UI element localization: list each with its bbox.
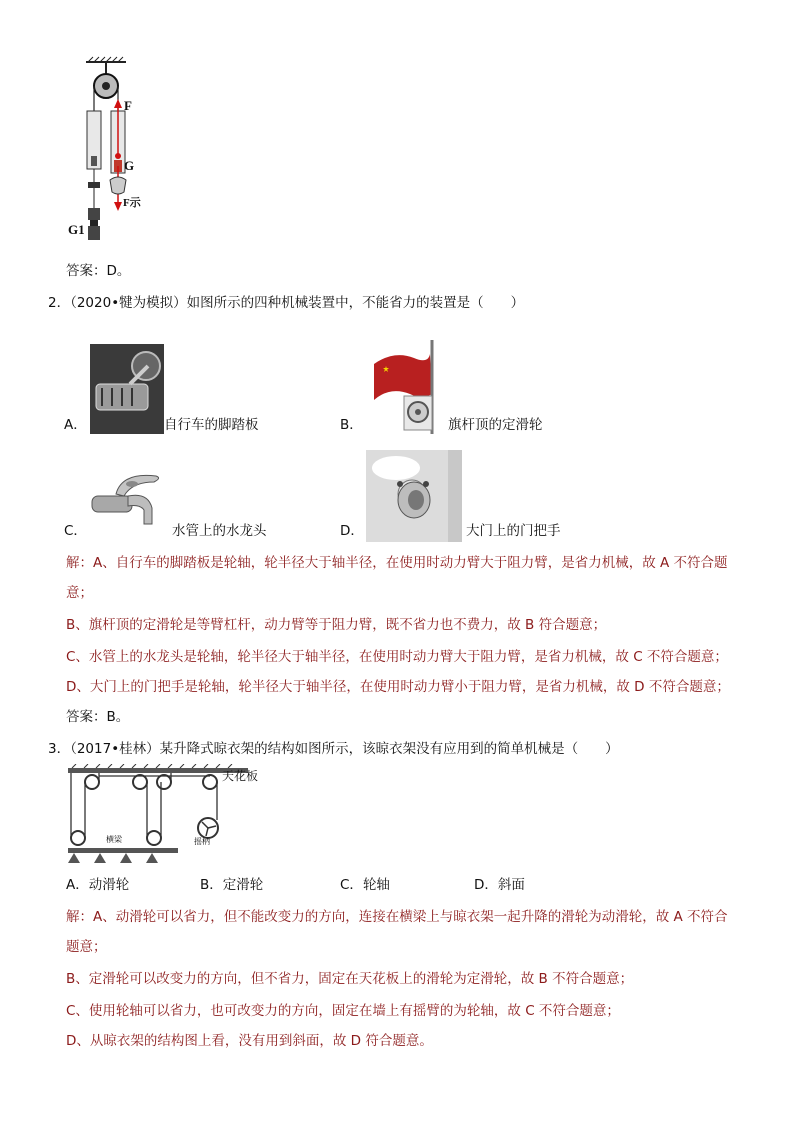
option-letter: A． [64,417,87,433]
q1-pulley-figure [66,56,156,248]
flagpole-pulley-image [368,334,448,434]
q3-solution-line: C、使用轮轴可以省力，也可改变力的方向，固定在墙上有摇臂的为轮轴，故 C 不符合题意； [66,1003,620,1019]
option-text: 动滑轮 [88,877,130,893]
label-F-show: F示 [123,197,141,209]
q2-solution-line: 意； [66,585,93,601]
label-crank: 摇柄 [194,837,210,846]
q2-solution-line: B、旗杆顶的定滑轮是等臂杠杆，动力臂等于阻力臂，既不省力也不费力，故 B 符合题意； [66,617,607,633]
q2-option-a [64,344,324,434]
water-faucet-image [88,466,172,536]
option-caption: 自行车的脚踏板 [164,417,259,433]
option-text: 轮轴 [362,877,390,893]
option-caption: 旗杆顶的定滑轮 [448,417,543,433]
label-G1: G1 [68,222,85,237]
label-F: F [124,98,132,113]
option-caption: 大门上的门把手 [466,523,561,539]
option-letter: A． [66,877,89,893]
option-text: 斜面 [497,877,525,893]
option-letter: C． [64,523,87,539]
q2-solution-line: D、大门上的门把手是轮轴，轮半径大于轴半径，在使用时动力臂小于阻力臂，是省力机械，故 D 不符合题意； [66,679,730,695]
q3-solution-line: B、定滑轮可以改变力的方向，但不省力，固定在天花板上的滑轮为定滑轮，故 B 不符合题意； [66,971,634,987]
q3-option-a [66,876,129,894]
q2-stem: 2．（2020•犍为模拟）如图所示的四种机械装置中，不能省力的装置是（ ） [48,295,525,311]
option-letter: B． [200,877,223,893]
label-beam: 横梁 [106,835,122,844]
pulley-diagram [66,56,156,248]
q1-answer: 答案：D。 [66,263,131,279]
q3-solution-line: 解：A、动滑轮可以省力，但不能改变力的方向，连接在横梁上与晾衣架一起升降的滑轮为动滑轮，故 A 不符合 [66,909,728,925]
bicycle-pedal-image [90,344,164,434]
option-letter: D． [474,877,498,893]
q3-stem: 3．（2017•桂林）某升降式晾衣架的结构如图所示，该晾衣架没有应用到的简单机械是（ ） [48,741,619,757]
q2-option-b [340,334,580,434]
q3-solution-line: D、从晾衣架的结构图上看，没有用到斜面，故 D 符合题意。 [66,1033,433,1049]
q3-option-b [200,876,263,894]
q3-option-c [340,876,390,894]
q2-option-c [64,466,324,544]
q2-solution-line: C、水管上的水龙头是轮轴，轮半径大于轴半径，在使用时动力臂大于阻力臂，是省力机械，故 C 不符合题意； [66,649,728,665]
q3-solution-line: 题意； [66,939,107,955]
option-letter: D． [340,523,364,539]
label-G: G [124,158,135,173]
option-text: 定滑轮 [222,877,264,893]
q3-clothes-rack-figure [66,764,266,868]
q3-option-d [474,876,525,894]
label-ceiling: 天花板 [222,769,259,783]
option-letter: C． [340,877,363,893]
door-handle-image [366,450,462,542]
option-letter: B． [340,417,363,433]
q2-solution-line: 解：A、自行车的脚踏板是轮轴，轮半径大于轴半径，在使用时动力臂大于阻力臂，是省力机械，故 A 不符合题 [66,555,728,571]
q2-option-d [340,450,600,544]
q2-answer: 答案：B。 [66,709,130,725]
option-caption: 水管上的水龙头 [172,523,267,539]
